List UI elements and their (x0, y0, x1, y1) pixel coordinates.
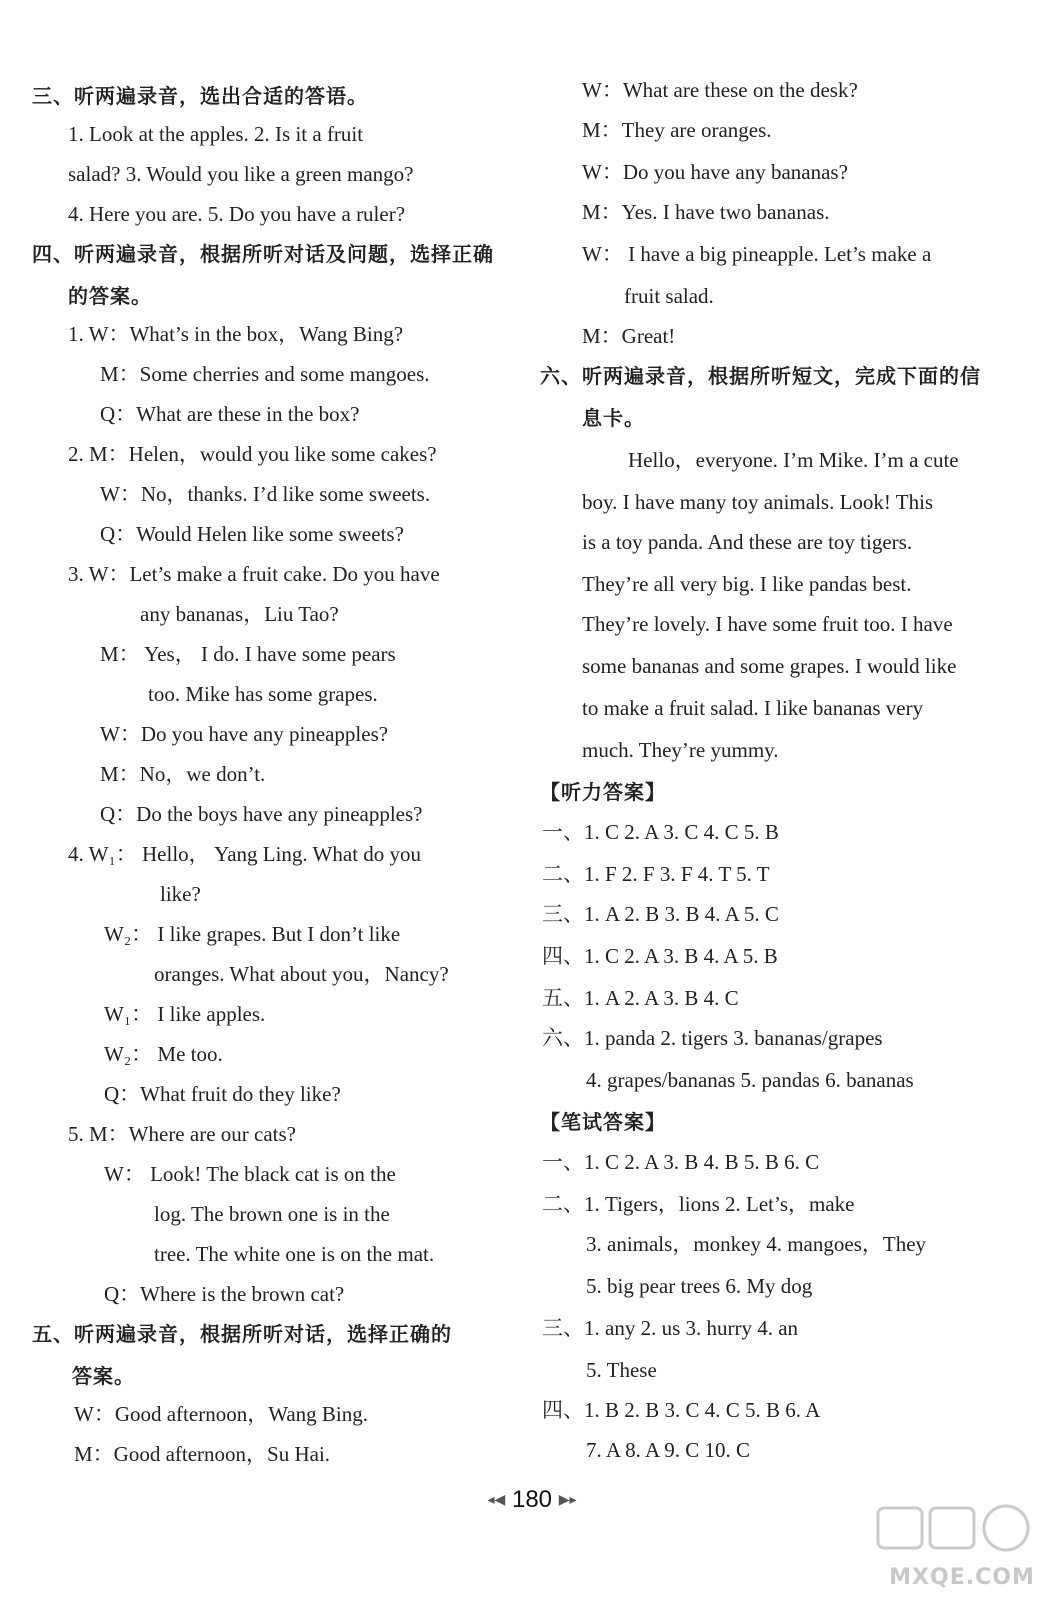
next-arrow-icon: ▶▸ (558, 1491, 577, 1507)
text-line: 4. Here you are. 5. Do you have a ruler? (68, 202, 406, 226)
text-line: W： Look! The black cat is on the (104, 1162, 396, 1186)
section-5-heading: 五、听两遍录音，根据所听对话，选择正确的 (32, 1322, 452, 1346)
section-6-heading: 六、听两遍录音，根据所听短文，完成下面的信 (540, 364, 981, 388)
text-line: fruit salad. (624, 284, 714, 308)
section-6-heading-cont: 息卡。 (582, 406, 645, 430)
prev-arrow-icon: ◂◀ (487, 1491, 506, 1507)
text-line: M：They are oranges. (582, 118, 772, 142)
text-line: Q：Where is the brown cat? (104, 1282, 345, 1306)
text-line: 1. Look at the apples. 2. Is it a fruit (68, 122, 364, 146)
text-line: Q：Do the boys have any pineapples? (100, 802, 423, 826)
text-line: M：Some cherries and some mangoes. (100, 362, 430, 386)
section-3-heading: 三、听两遍录音，选出合适的答语。 (32, 84, 368, 108)
text-line: 5. M：Where are our cats? (68, 1122, 296, 1146)
text-line: W₂： I like grapes. But I don’t like (104, 922, 401, 946)
text-line: M：No，we don’t. (100, 762, 266, 786)
section-5-heading-cont: 答案。 (72, 1364, 135, 1388)
text-line: Q：Would Helen like some sweets? (100, 522, 404, 546)
text-line: salad? 3. Would you like a green mango? (68, 162, 414, 186)
written-answers-heading: 【笔试答案】 (540, 1110, 666, 1134)
text-line: W：Do you have any pineapples? (100, 722, 389, 746)
svg-text:MXQE.COM: MXQE.COM (889, 1565, 1035, 1590)
text-line: W₁： I like apples. (104, 1002, 266, 1026)
section-4-heading-cont: 的答案。 (68, 284, 152, 308)
listening-answers-heading: 【听力答案】 (540, 780, 666, 804)
passage-line: to make a fruit salad. I like bananas very (582, 696, 924, 720)
text-line: M： Yes， I do. I have some pears (100, 642, 396, 666)
page-number-text: 180 (511, 1486, 553, 1513)
answer-row: 7. A 8. A 9. C 10. C (586, 1438, 750, 1462)
text-line: W： I have a big pineapple. Let’s make a (582, 242, 932, 266)
answer-row: 二、1. Tigers，lions 2. Let’s，make (542, 1192, 855, 1216)
answer-row: 一、1. C 2. A 3. B 4. B 5. B 6. C (542, 1150, 820, 1174)
text-line: M：Good afternoon，Su Hai. (74, 1442, 331, 1466)
answer-row: 五、1. A 2. A 3. B 4. C (542, 986, 739, 1010)
text-line: oranges. What about you，Nancy? (154, 962, 449, 986)
answer-row: 三、1. A 2. B 3. B 4. A 5. C (542, 902, 779, 926)
text-line: any bananas，Liu Tao? (140, 602, 339, 626)
answer-row: 四、1. C 2. A 3. B 4. A 5. B (542, 944, 778, 968)
answer-row: 5. These (586, 1358, 657, 1382)
text-line: 1. W：What’s in the box，Wang Bing? (68, 322, 404, 346)
passage-line: Hello，everyone. I’m Mike. I’m a cute (628, 448, 959, 472)
passage-line: They’re all very big. I like pandas best. (582, 572, 912, 596)
answer-row: 5. big pear trees 6. My dog (586, 1274, 813, 1298)
passage-line: much. They’re yummy. (582, 738, 779, 762)
text-line: W：Do you have any bananas? (582, 160, 848, 184)
answer-row: 4. grapes/bananas 5. pandas 6. bananas (586, 1068, 914, 1092)
passage-line: They’re lovely. I have some fruit too. I have (582, 612, 953, 636)
section-4-heading: 四、听两遍录音，根据所听对话及问题，选择正确 (32, 242, 494, 266)
answer-row: 3. animals，monkey 4. mangoes，They (586, 1232, 927, 1256)
text-line: Q：What fruit do they like? (104, 1082, 341, 1106)
text-line: tree. The white one is on the mat. (154, 1242, 435, 1266)
text-line: W₂： Me too. (104, 1042, 223, 1066)
passage-line: is a toy panda. And these are toy tigers. (582, 530, 913, 554)
answer-row: 四、1. B 2. B 3. C 4. C 5. B 6. A (542, 1398, 821, 1422)
answer-row: 二、1. F 2. F 3. F 4. T 5. T (542, 862, 770, 886)
text-line: like? (160, 882, 201, 906)
text-line: 2. M：Helen，would you like some cakes? (68, 442, 437, 466)
text-line: too. Mike has some grapes. (148, 682, 378, 706)
text-line: W：Good afternoon，Wang Bing. (74, 1402, 368, 1426)
answer-row: 三、1. any 2. us 3. hurry 4. an (542, 1316, 799, 1340)
text-line: 4. W₁： Hello， Yang Ling. What do you (68, 842, 422, 866)
text-line: W：No，thanks. I’d like some sweets. (100, 482, 431, 506)
text-line: Q：What are these in the box? (100, 402, 360, 426)
watermark-logo (872, 1502, 1052, 1594)
text-line: W：What are these on the desk? (582, 78, 858, 102)
passage-line: boy. I have many toy animals. Look! This (582, 490, 934, 514)
text-line: log. The brown one is in the (154, 1202, 390, 1226)
text-line: M：Yes. I have two bananas. (582, 200, 830, 224)
answer-row: 一、1. C 2. A 3. C 4. C 5. B (542, 820, 779, 844)
answer-row: 六、1. panda 2. tigers 3. bananas/grapes (542, 1026, 883, 1050)
text-line: 3. W：Let’s make a fruit cake. Do you have (68, 562, 440, 586)
text-line: M：Great! (582, 324, 676, 348)
passage-line: some bananas and some grapes. I would like (582, 654, 957, 678)
